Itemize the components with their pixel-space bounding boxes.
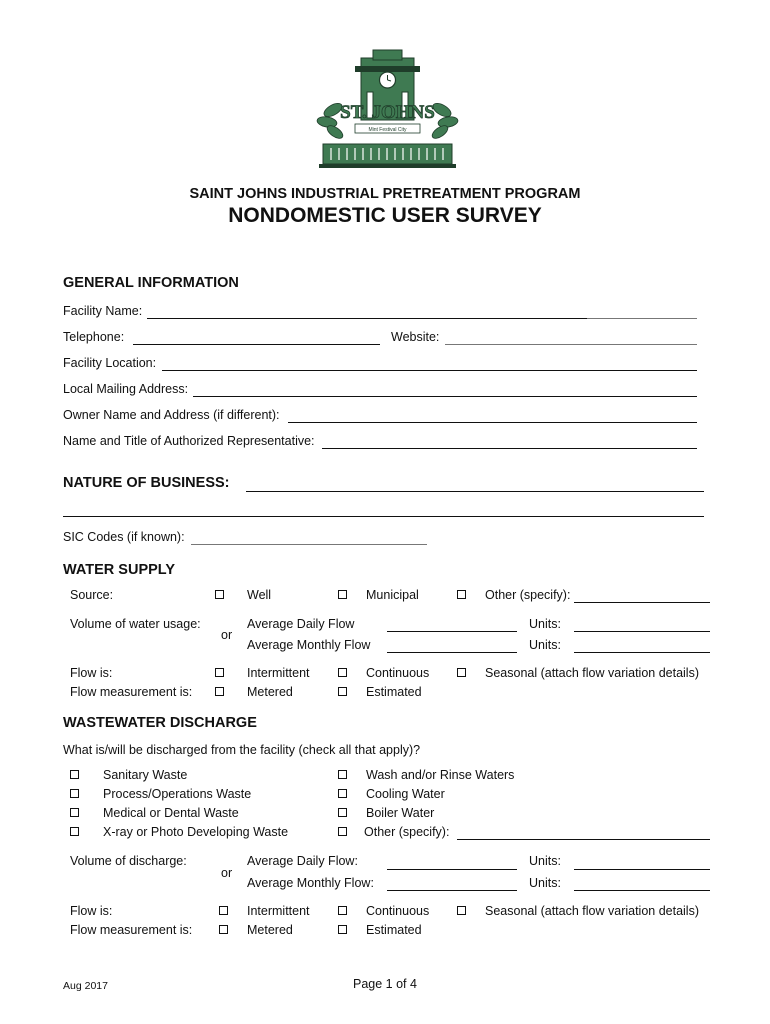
estimated-label: Estimated [366, 685, 422, 699]
program-title: SAINT JOHNS INDUSTRIAL PRETREATMENT PROGRAM [189, 186, 581, 202]
water-heading: WATER SUPPLY [63, 562, 175, 578]
units-field-1[interactable] [574, 631, 710, 632]
avg-daily-field[interactable] [387, 631, 517, 632]
discharge-metered-label: Metered [247, 923, 293, 937]
discharge-flow-measurement-label: Flow measurement is: [70, 923, 193, 937]
avg-monthly-label: Average Monthly Flow [247, 638, 371, 652]
discharge-or-label: or [221, 866, 233, 880]
continuous-checkbox[interactable] [338, 668, 347, 677]
avg-daily-label: Average Daily Flow [247, 617, 355, 631]
xray-label: X-ray or Photo Developing Waste [103, 825, 289, 839]
sic-field[interactable] [191, 544, 427, 545]
other-source-label: Other (specify): [485, 588, 571, 602]
wastewater-heading: WASTEWATER DISCHARGE [63, 715, 257, 731]
boiler-checkbox[interactable] [338, 808, 347, 817]
facility-location-field[interactable] [162, 370, 697, 371]
owner-label: Owner Name and Address (if different): [63, 408, 280, 422]
discharge-avg-monthly-label: Average Monthly Flow: [247, 876, 374, 890]
discharge-units-field-2[interactable] [574, 890, 710, 891]
sanitary-label: Sanitary Waste [103, 768, 188, 782]
process-checkbox[interactable] [70, 789, 79, 798]
other-discharge-field[interactable] [457, 839, 710, 840]
discharge-avg-daily-field[interactable] [387, 869, 517, 870]
discharge-question: What is/will be discharged from the facility (check all that apply)? [63, 743, 421, 757]
telephone-field[interactable] [133, 344, 380, 345]
metered-label: Metered [247, 685, 293, 699]
discharge-seasonal-label: Seasonal (attach flow variation details) [485, 904, 700, 918]
intermittent-label: Intermittent [247, 666, 310, 680]
representative-label: Name and Title of Authorized Representative: [63, 434, 315, 448]
website-field[interactable] [445, 344, 697, 345]
estimated-checkbox[interactable] [338, 687, 347, 696]
discharge-avg-monthly-field[interactable] [387, 890, 517, 891]
volume-usage-label: Volume of water usage: [70, 617, 201, 631]
page-title: NONDOMESTIC USER SURVEY [228, 204, 542, 227]
page-number: Page 1 of 4 [353, 977, 417, 991]
flow-measurement-label: Flow measurement is: [70, 685, 193, 699]
representative-field[interactable] [322, 448, 697, 449]
well-checkbox[interactable] [215, 590, 224, 599]
nature-field-2[interactable] [63, 516, 704, 517]
seasonal-checkbox[interactable] [457, 668, 466, 677]
well-label: Well [247, 588, 272, 602]
discharge-continuous-label: Continuous [366, 904, 430, 918]
mailing-address-field[interactable] [193, 396, 697, 397]
sanitary-checkbox[interactable] [70, 770, 79, 779]
discharge-avg-daily-label: Average Daily Flow: [247, 854, 358, 868]
other-discharge-checkbox[interactable] [338, 827, 347, 836]
discharge-estimated-label: Estimated [366, 923, 422, 937]
discharge-units-label-2: Units: [529, 876, 561, 890]
facility-name-field[interactable] [147, 318, 587, 319]
xray-checkbox[interactable] [70, 827, 79, 836]
source-label: Source: [70, 588, 114, 602]
telephone-label: Telephone: [63, 330, 125, 344]
discharge-intermittent-checkbox[interactable] [219, 906, 228, 915]
discharge-intermittent-label: Intermittent [247, 904, 310, 918]
avg-monthly-field[interactable] [387, 652, 517, 653]
nature-field-1[interactable] [246, 491, 704, 492]
discharge-continuous-checkbox[interactable] [338, 906, 347, 915]
facility-name-field-ext[interactable] [587, 318, 697, 319]
logo-text: ST. JOHNS [340, 102, 435, 123]
municipal-label: Municipal [366, 588, 419, 602]
sic-label: SIC Codes (if known): [63, 530, 185, 544]
discharge-flow-is-label: Flow is: [70, 904, 113, 918]
general-heading: GENERAL INFORMATION [63, 275, 239, 291]
units-label-1: Units: [529, 617, 561, 631]
wash-label: Wash and/or Rinse Waters [366, 768, 515, 782]
intermittent-checkbox[interactable] [215, 668, 224, 677]
boiler-label: Boiler Water [366, 806, 435, 820]
footer-date: Aug 2017 [63, 980, 108, 992]
discharge-metered-checkbox[interactable] [219, 925, 228, 934]
nature-heading: NATURE OF BUSINESS: [63, 475, 230, 491]
flow-is-label: Flow is: [70, 666, 113, 680]
discharge-seasonal-checkbox[interactable] [457, 906, 466, 915]
continuous-label: Continuous [366, 666, 430, 680]
seasonal-label: Seasonal (attach flow variation details) [485, 666, 700, 680]
owner-field[interactable] [288, 422, 697, 423]
other-discharge-label: Other (specify): [364, 825, 450, 839]
wash-checkbox[interactable] [338, 770, 347, 779]
medical-label: Medical or Dental Waste [103, 806, 239, 820]
facility-location-label: Facility Location: [63, 356, 157, 370]
other-source-field[interactable] [574, 602, 710, 603]
units-label-2: Units: [529, 638, 561, 652]
logo-banner: Mint Festival City [368, 127, 407, 133]
mailing-address-label: Local Mailing Address: [63, 382, 189, 396]
discharge-units-label-1: Units: [529, 854, 561, 868]
cooling-checkbox[interactable] [338, 789, 347, 798]
or-label: or [221, 628, 233, 642]
facility-name-label: Facility Name: [63, 304, 143, 318]
units-field-2[interactable] [574, 652, 710, 653]
volume-discharge-label: Volume of discharge: [70, 854, 187, 868]
st-johns-logo [315, 48, 460, 170]
municipal-checkbox[interactable] [338, 590, 347, 599]
website-label: Website: [391, 330, 440, 344]
discharge-units-field-1[interactable] [574, 869, 710, 870]
medical-checkbox[interactable] [70, 808, 79, 817]
metered-checkbox[interactable] [215, 687, 224, 696]
process-label: Process/Operations Waste [103, 787, 252, 801]
other-source-checkbox[interactable] [457, 590, 466, 599]
cooling-label: Cooling Water [366, 787, 445, 801]
discharge-estimated-checkbox[interactable] [338, 925, 347, 934]
